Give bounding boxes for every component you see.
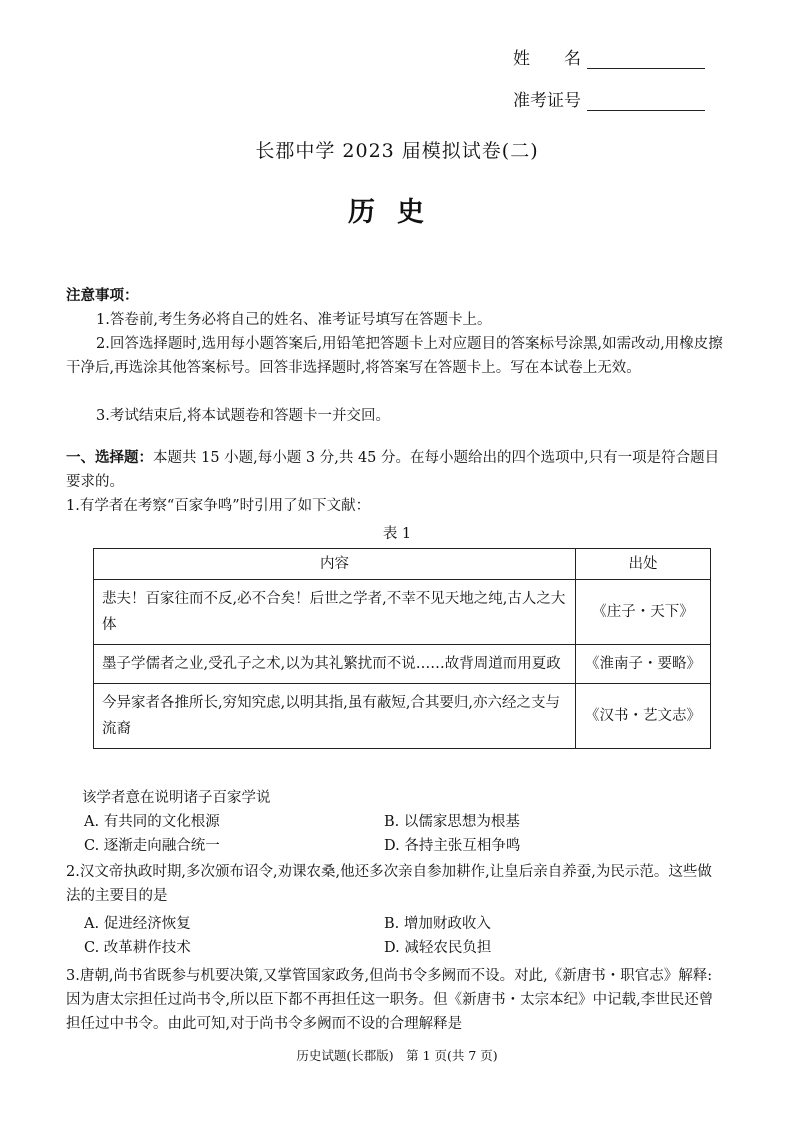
note-item-1: 1.答卷前,考生务必将自己的姓名、准考证号填写在答题卡上。 <box>96 312 492 328</box>
table-row <box>94 645 711 684</box>
table-cell-content: 悲夫！百家往而不反,必不合矣！后世之学者,不幸不见天地之纯,古人之大体 <box>94 580 576 645</box>
q2-option-b: B. 增加财政收入 <box>384 916 491 932</box>
page-footer: 历史试题(长郡版) 第 1 页(共 7 页) <box>296 1048 498 1063</box>
q2-option-c: C. 改革耕作技术 <box>84 940 191 956</box>
table-cell-source: 《庄子・天下》 <box>576 580 711 645</box>
q2-option-a: A. 促进经济恢复 <box>84 916 191 932</box>
note-item-2: 2.回答选择题时,选用每小题答案后,用铅笔把答题卡上对应题目的答案标号涂黑,如需改动,用橡皮擦干净后,再选涂其他答案标号。回答非选择题时,将答案写在答题卡上。写在本试卷上无效。 <box>66 336 723 376</box>
table-header-content: 内容 <box>94 549 576 580</box>
q1-option-b: B. 以儒家思想为根基 <box>384 814 520 830</box>
section-label: 一、选择题： <box>66 450 153 466</box>
table-cell-content: 今异家者各推所长,穷知究虑,以明其指,虽有蔽短,合其要归,亦六经之支与流裔 <box>94 684 576 749</box>
table-caption: 表 1 <box>382 526 412 542</box>
name-label: 姓 名 <box>513 49 581 69</box>
id-label: 准考证号 <box>513 91 581 111</box>
q1-option-a: A. 有共同的文化根源 <box>84 814 220 830</box>
section-text: 本题共 15 小题,每小题 3 分,共 45 分。在每小题给出的四个选项中,只有一项是符合题目要求的。 <box>66 450 720 490</box>
table-cell-source: 《汉书・艺文志》 <box>576 684 711 749</box>
section-heading <box>66 446 726 494</box>
subject-title: 历史 <box>348 197 446 228</box>
table-cell-source: 《淮南子・要略》 <box>576 645 711 684</box>
table-header-row <box>94 549 711 580</box>
note-item-3: 3.考试结束后,将本试题卷和答题卡一并交回。 <box>96 408 390 424</box>
notes-heading: 注意事项： <box>66 288 139 304</box>
q1-option-c: C. 逐渐走向融合统一 <box>84 838 220 854</box>
table-cell-content: 墨子学儒者之业,受孔子之术,以为其礼繁扰而不说……故背周道而用夏政 <box>94 645 576 684</box>
table-header-source: 出处 <box>576 549 711 580</box>
q2-option-d: D. 减轻农民负担 <box>384 940 492 956</box>
question-1-stem: 1.有学者在考察“百家争鸣”时引用了如下文献： <box>66 498 371 514</box>
table-row <box>94 580 711 645</box>
id-blank-line <box>587 92 705 111</box>
name-blank-line <box>587 50 705 69</box>
id-field <box>513 86 705 111</box>
name-field <box>513 44 705 69</box>
question-1-prompt: 该学者意在说明诸子百家学说 <box>82 790 271 806</box>
question-3-stem: 3.唐朝,尚书省既参与机要决策,又掌管国家政务,但尚书令多阙而不设。对此,《新唐书・职官志》解释:因为唐太宗担任过尚书令,所以臣下都不再担任这一职务。但《新唐书・太宗本纪》中记载,李世民还曾担任过中书令。由此可知,对于尚书令多阙而不设的合理解释是 <box>66 968 714 1032</box>
q1-option-d: D. 各持主张互相争鸣 <box>384 838 521 854</box>
table-row <box>94 684 711 749</box>
question-2-stem: 2.汉文帝执政时期,多次颁布诏令,劝课农桑,他还多次亲自参加耕作,让皇后亲自养蚕,为民示范。这些做法的主要目的是 <box>66 864 712 904</box>
source-table <box>93 548 711 749</box>
exam-title: 长郡中学 2023 届模拟试卷(二) <box>255 140 539 162</box>
